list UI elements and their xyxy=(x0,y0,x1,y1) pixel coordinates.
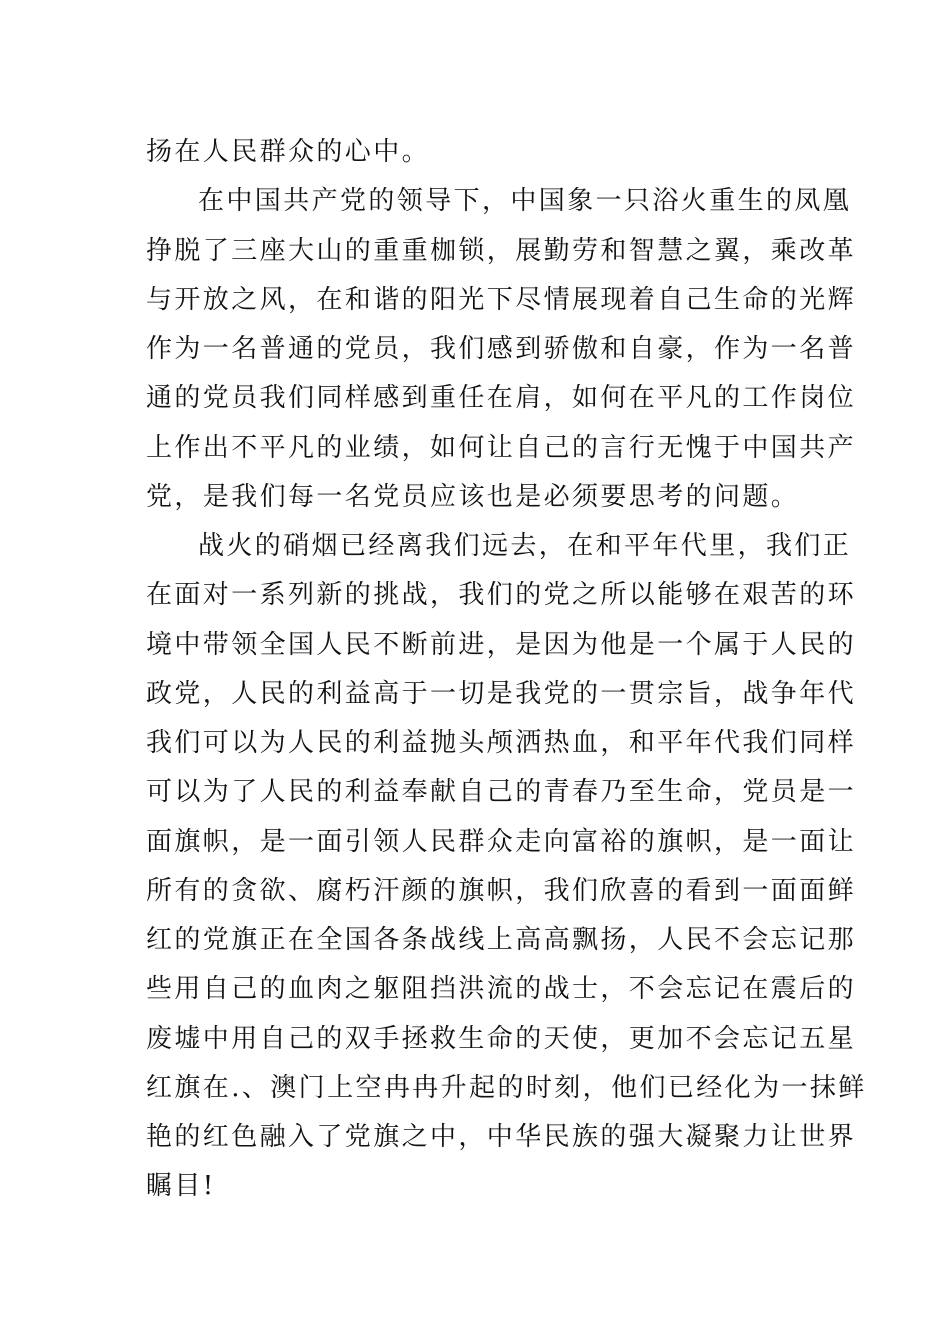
text-line: 在面对一系列新的挑战，我们的党之所以能够在艰苦的环 xyxy=(146,580,857,610)
paragraph-first-line: 战火的硝烟已经离我们远去，在和平年代里，我们正 xyxy=(198,531,852,561)
text-line: 政党，人民的利益高于一切是我党的一贯宗旨，战争年代 xyxy=(146,679,857,709)
text-line: 红的党旗正在全国各条战线上高高飘扬，人民不会忘记那 xyxy=(146,925,857,955)
text-line: 面旗帜，是一面引领人民群众走向富裕的旗帜，是一面让 xyxy=(146,827,857,857)
paragraph-first-line: 在中国共产党的领导下，中国象一只浴火重生的凤凰 xyxy=(198,186,852,216)
text-line: 可以为了人民的利益奉献自己的青春乃至生命，党员是一 xyxy=(146,777,857,807)
text-line: 所有的贪欲、腐朽汗颜的旗帜，我们欣喜的看到一面面鲜 xyxy=(146,876,857,906)
text-line: 通的党员我们同样感到重任在肩，如何在平凡的工作岗位 xyxy=(146,383,857,413)
text-line: 红旗在.、澳门上空冉冉升起的时刻，他们已经化为一抹鲜 xyxy=(146,1073,867,1103)
text-line: 扬在人民群众的心中。 xyxy=(146,137,431,167)
text-line: 党，是我们每一名党员应该也是必须要思考的问题。 xyxy=(146,482,800,512)
text-line: 境中带领全国人民不断前进，是因为他是一个属于人民的 xyxy=(146,630,857,660)
text-line: 作为一名普通的党员，我们感到骄傲和自豪，作为一名普 xyxy=(146,334,857,364)
text-line: 上作出不平凡的业绩，如何让自己的言行无愧于中国共产 xyxy=(146,433,857,463)
text-line: 与开放之风，在和谐的阳光下尽情展现着自己生命的光辉 xyxy=(146,285,857,315)
text-line: 废墟中用自己的双手拯救生命的天使，更加不会忘记五星 xyxy=(146,1024,857,1054)
text-line: 瞩目! xyxy=(146,1171,216,1201)
text-line: 艳的红色融入了党旗之中，中华民族的强大凝聚力让世界 xyxy=(146,1122,857,1152)
text-line: 挣脱了三座大山的重重枷锁，展勤劳和智慧之翼，乘改革 xyxy=(146,236,857,266)
text-line: 我们可以为人民的利益抛头颅洒热血，和平年代我们同样 xyxy=(146,728,857,758)
text-line: 些用自己的血肉之躯阻挡洪流的战士，不会忘记在震后的 xyxy=(146,974,857,1004)
